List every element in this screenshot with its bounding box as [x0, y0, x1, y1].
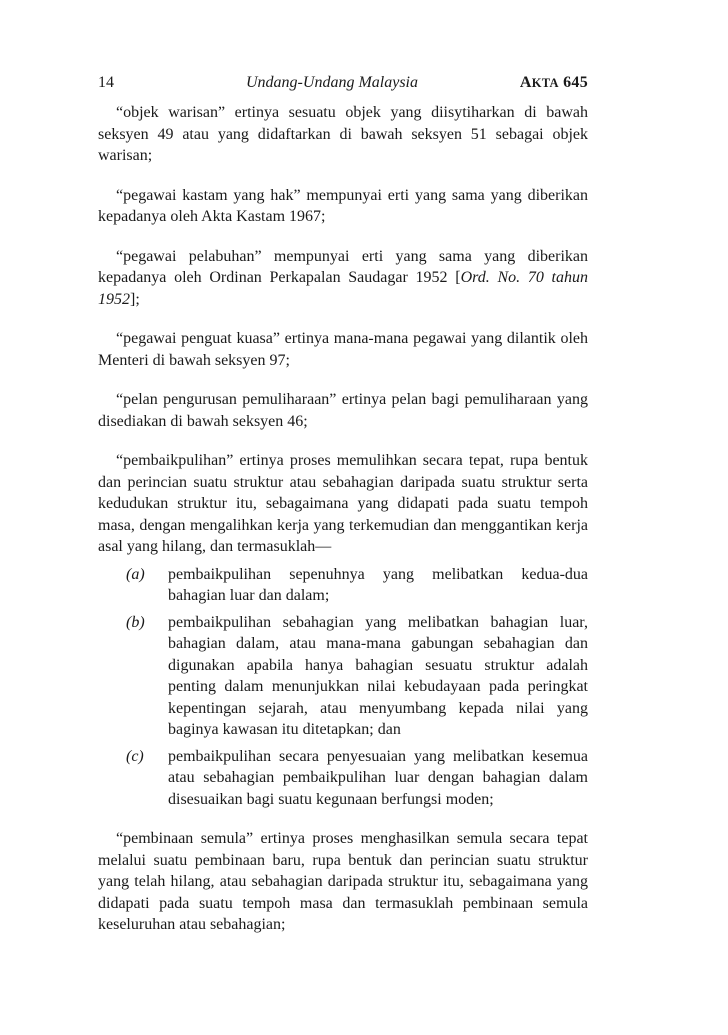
act-number-value: 645	[563, 74, 588, 91]
subitem-b	[126, 612, 588, 741]
definition-pelan-pengurusan: “pelan pengurusan pemuliharaan” ertinya pelan bagi pemuliharaan yang disediakan di bawah seksyen 46;	[98, 391, 588, 430]
subitem-c	[126, 746, 588, 811]
subitem-marker: (c)	[126, 747, 144, 765]
definition-pegawai-pelabuhan-tail: ];	[130, 290, 140, 308]
act-label-initial: A	[519, 74, 532, 91]
definition-pegawai-penguat-kuasa: “pegawai penguat kuasa” ertinya mana-mana pegawai yang dilantik oleh Menteri di bawah seksyen 97;	[98, 330, 588, 369]
definition-pegawai-kastam: “pegawai kastam yang hak” mempunyai erti yang sama yang diberikan kepadanya oleh Akta Kastam 1967;	[98, 186, 588, 225]
definition-pembinaan-semula: “pembinaan semula” ertinya proses menghasilkan semula secara tepat melalui suatu pembinaan baru, rupa bentuk dan perincian suatu struktur yang telah hilang, atau sebahagian daripada struktur itu, sebagaimana yang didapati pada suatu tempoh masa dan termasuklah pembinaan semula keseluruhan atau sebahagian;	[98, 830, 588, 933]
definition-pegawai-pelabuhan-text: “pegawai pelabuhan” mempunyai erti yang sama yang diberikan kepadanya oleh Ordinan Perkapalan Saudagar 1952 [	[98, 247, 588, 286]
subitem-text: pembaikpulihan sebahagian yang melibatkan bahagian luar, bahagian dalam, atau mana-mana gabungan sebahagian dan digunakan apabila hanya bahagian sesuatu struktur adalah penting dalam menunjukkan nilai kebudayaan pada peringkat kepentingan sejarah, atau menyumbang kepada nilai yang baginya kawasan itu ditetapkan; dan	[168, 613, 588, 738]
ordinance-reference: Ord. No. 70 tahun 1952	[98, 269, 588, 308]
page-number: 14	[98, 74, 114, 91]
subitem-marker: (a)	[126, 565, 145, 583]
document-body	[98, 102, 588, 954]
header-title: Undang-Undang Malaysia	[246, 74, 418, 91]
subitem-text: pembaikpulihan sepenuhnya yang melibatkan kedua-dua bahagian luar dan dalam;	[168, 565, 588, 604]
subitem-marker: (b)	[126, 613, 145, 631]
definition-pembaikpulihan: “pembaikpulihan” ertinya proses memulihkan secara tepat, rupa bentuk dan perincian suatu struktur atau sebahagian daripada suatu struktur serta kedudukan struktur itu, sebagaimana yang didapati pada suatu tempoh masa, dengan mengalihkan kerja yang terkemudian dan menggantikan kerja asal yang hilang, dan termasuklah—	[98, 452, 588, 555]
definition-pegawai-pelabuhan	[98, 246, 588, 311]
definition-objek-warisan: “objek warisan” ertinya sesuatu objek yang diisytiharkan di bawah seksyen 49 atau yang didaftarkan di bawah seksyen 51 sebagai objek warisan;	[98, 104, 588, 164]
subitem-text: pembaikpulihan secara penyesuaian yang melibatkan kesemua atau sebahagian pembaikpulihan luar dengan bahagian dalam disesuaikan bagi suatu kegunaan berfungsi moden;	[168, 747, 588, 808]
pembaikpulihan-subitems	[126, 564, 588, 811]
act-number	[520, 74, 588, 92]
running-header	[98, 74, 588, 96]
subitem-a	[126, 564, 588, 607]
act-label-rest: KTA	[531, 76, 559, 90]
